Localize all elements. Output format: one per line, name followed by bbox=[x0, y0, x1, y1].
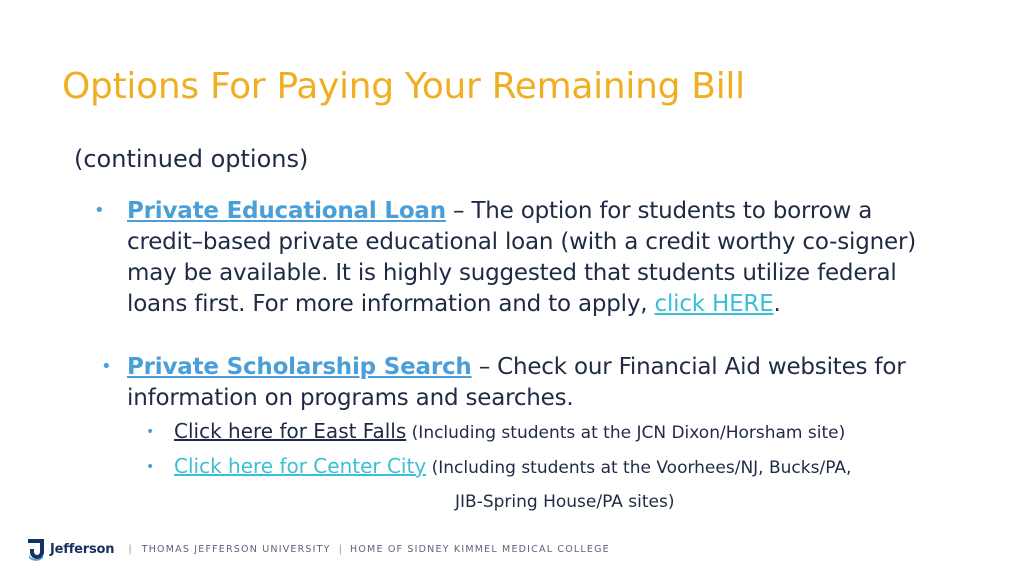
east-falls-link[interactable]: Click here for East Falls bbox=[174, 419, 407, 443]
loan-line-1 bbox=[127, 196, 916, 227]
loan-line-4 bbox=[127, 289, 916, 320]
bullet-dot-icon: • bbox=[101, 356, 112, 377]
private-scholarship-search-link[interactable]: Private Scholarship Search bbox=[127, 354, 472, 380]
footer-separator: | bbox=[338, 543, 343, 555]
loan-line-4-text: loans first. For more information and to apply, bbox=[127, 291, 655, 317]
center-city-note: (Including students at the Voorhees/NJ, Bucks/PA, bbox=[426, 458, 852, 478]
scholarship-line-1-text: – Check our Financial Aid websites for bbox=[471, 354, 906, 380]
scholarship-paragraph bbox=[127, 352, 905, 414]
loan-line-3: may be available. It is highly suggested that students utilize federal bbox=[127, 260, 897, 286]
bullet-dot-icon: • bbox=[94, 200, 105, 221]
footer-college: HOME OF SIDNEY KIMMEL MEDICAL COLLEGE bbox=[350, 543, 610, 555]
scholarship-line-1 bbox=[127, 352, 905, 383]
footer-university: THOMAS JEFFERSON UNIVERSITY bbox=[141, 543, 331, 555]
loan-line-2: credit–based private educational loan (with a credit worthy co-signer) bbox=[127, 229, 916, 255]
center-city-note-2: JIB-Spring House/PA sites) bbox=[455, 492, 675, 512]
private-educational-loan-link[interactable]: Private Educational Loan bbox=[127, 198, 446, 224]
sub-bullet-dot-icon: • bbox=[146, 459, 155, 475]
east-falls-item bbox=[174, 419, 845, 443]
loan-paragraph bbox=[127, 196, 916, 320]
sub-bullet-dot-icon: • bbox=[146, 424, 155, 440]
scholarship-line-2: information on programs and searches. bbox=[127, 385, 574, 411]
jefferson-logo-icon bbox=[26, 537, 46, 561]
click-here-link[interactable]: click HERE bbox=[654, 291, 774, 317]
center-city-item bbox=[174, 454, 851, 478]
footer bbox=[26, 536, 610, 562]
jefferson-logo-text: Jefferson bbox=[50, 541, 115, 557]
slide-title: Options For Paying Your Remaining Bill bbox=[62, 66, 745, 107]
footer-separator: | bbox=[128, 543, 132, 555]
slide-subtitle: (continued options) bbox=[74, 145, 309, 173]
loan-line-1-text: – The option for students to borrow a bbox=[445, 198, 873, 224]
loan-line-4-period: . bbox=[773, 291, 781, 317]
center-city-link[interactable]: Click here for Center City bbox=[174, 454, 427, 478]
east-falls-note: (Including students at the JCN Dixon/Horsham site) bbox=[406, 423, 846, 443]
center-city-note-continued bbox=[455, 488, 674, 512]
